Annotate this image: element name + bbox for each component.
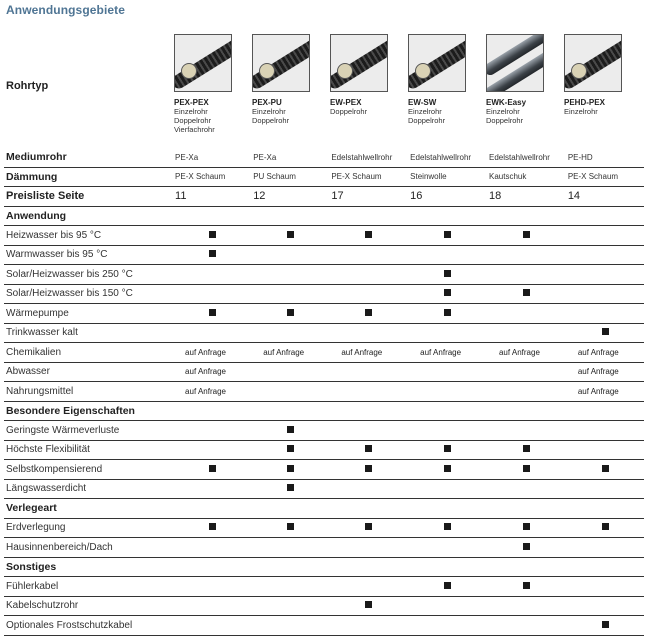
table-cell: Kautschuk (487, 167, 566, 187)
table-cell (251, 421, 329, 441)
check-square-icon (444, 465, 451, 472)
check-square-icon (365, 231, 372, 238)
table-cell (408, 265, 487, 285)
check-square-icon (444, 270, 451, 277)
row-label: Hausinnenbereich/Dach (4, 538, 173, 558)
table-cell (408, 284, 487, 304)
section-heading-row (4, 499, 644, 519)
row-label: Höchste Flexibilität (4, 440, 173, 460)
row-label: Abwasser (4, 362, 173, 382)
product-name: PEX-PEX (174, 98, 209, 107)
check-square-icon (287, 523, 294, 530)
table-cell (566, 421, 644, 441)
check-square-icon (209, 231, 216, 238)
check-square-icon (365, 601, 372, 608)
row-label: Nahrungsmittel (4, 382, 173, 402)
on-request-text: auf Anfrage (498, 347, 540, 357)
pipe-corrugated-single-image (564, 34, 622, 92)
table-row (4, 538, 644, 558)
table-cell (487, 362, 566, 382)
table-cell: PE-Xa (251, 148, 329, 167)
table-cell (566, 538, 644, 558)
table-cell (251, 343, 329, 363)
check-square-icon (287, 231, 294, 238)
check-square-icon (287, 426, 294, 433)
product-variant: Einzelrohr (174, 107, 208, 116)
table-cell (566, 226, 644, 246)
table-row (4, 362, 644, 382)
product-variant: Doppelrohr (252, 116, 290, 125)
table-cell (251, 304, 329, 324)
table-cell (251, 284, 329, 304)
product-name: EW-SW (408, 98, 437, 107)
table-cell (566, 343, 644, 363)
page-title: Anwendungsgebiete (6, 3, 126, 17)
product-column (174, 34, 248, 134)
table-cell (487, 596, 566, 616)
table-row (4, 596, 644, 616)
check-square-icon (209, 523, 216, 530)
check-square-icon (602, 328, 609, 335)
check-square-icon (444, 289, 451, 296)
table-cell: 18 (487, 187, 566, 207)
table-cell (408, 460, 487, 480)
table-row (4, 284, 644, 304)
table-cell (329, 596, 408, 616)
table-cell (329, 304, 408, 324)
on-request-text: auf Anfrage (577, 386, 619, 396)
on-request-text: auf Anfrage (263, 347, 305, 357)
table-cell (487, 226, 566, 246)
check-square-icon (444, 309, 451, 316)
table-cell (487, 577, 566, 597)
check-square-icon (444, 231, 451, 238)
table-cell (408, 343, 487, 363)
table-cell (173, 284, 251, 304)
row-label: Selbstkompensierend (4, 460, 173, 480)
rohrtyp-label: Rohrtyp (6, 80, 49, 92)
table-cell (408, 440, 487, 460)
table-cell (251, 479, 329, 499)
row-label: Dämmung (4, 167, 173, 187)
product-name: EW-PEX (330, 98, 362, 107)
table-cell: PE-HD (566, 148, 644, 167)
row-label: Längswasserdicht (4, 479, 173, 499)
pipe-corrugated-steel-image (330, 34, 388, 92)
table-cell (487, 616, 566, 636)
table-cell (173, 577, 251, 597)
table-cell: PE-Xa (173, 148, 251, 167)
table-cell (251, 596, 329, 616)
check-square-icon (523, 523, 530, 530)
product-variant: Doppelrohr (174, 116, 212, 125)
table-cell (251, 616, 329, 636)
row-label: Preisliste Seite (4, 187, 173, 207)
table-cell (487, 421, 566, 441)
table-cell (251, 440, 329, 460)
spec-row (4, 148, 644, 167)
table-cell (566, 362, 644, 382)
check-square-icon (287, 484, 294, 491)
product-name: PEX-PU (252, 98, 282, 107)
table-cell: PU Schaum (251, 167, 329, 187)
table-cell (329, 518, 408, 538)
table-cell (408, 538, 487, 558)
table-cell (566, 265, 644, 285)
table-cell (566, 518, 644, 538)
table-row (4, 440, 644, 460)
check-square-icon (602, 621, 609, 628)
table-cell: 16 (408, 187, 487, 207)
row-label: Erdverlegung (4, 518, 173, 538)
table-cell (408, 226, 487, 246)
table-cell: PE-X Schaum (173, 167, 251, 187)
check-square-icon (523, 445, 530, 452)
check-square-icon (523, 231, 530, 238)
table-cell (329, 440, 408, 460)
table-cell (487, 460, 566, 480)
table-cell (566, 304, 644, 324)
table-row (4, 382, 644, 402)
table-row (4, 577, 644, 597)
check-square-icon (209, 309, 216, 316)
product-variant: Doppelrohr (408, 116, 446, 125)
table-cell (173, 440, 251, 460)
table-row (4, 304, 644, 324)
table-cell (173, 362, 251, 382)
product-name: EWK-Easy (486, 98, 527, 107)
check-square-icon (365, 523, 372, 530)
table-row (4, 421, 644, 441)
table-cell (408, 323, 487, 343)
table-cell (329, 343, 408, 363)
table-cell (487, 518, 566, 538)
table-row (4, 479, 644, 499)
table-cell (329, 362, 408, 382)
table-cell (251, 538, 329, 558)
table-cell (408, 518, 487, 538)
table-cell (566, 323, 644, 343)
table-cell (173, 460, 251, 480)
row-label: Optionales Frostschutzkabel (4, 616, 173, 636)
table-row (4, 616, 644, 636)
table-cell (251, 362, 329, 382)
table-cell (408, 362, 487, 382)
product-column (564, 34, 638, 116)
section-heading-row (4, 557, 644, 577)
check-square-icon (209, 250, 216, 257)
section-heading-row (4, 206, 644, 226)
check-square-icon (444, 582, 451, 589)
row-label: Fühlerkabel (4, 577, 173, 597)
pipe-corrugated-wool-image (408, 34, 466, 92)
table-row (4, 323, 644, 343)
table-row (4, 265, 644, 285)
product-column (486, 34, 560, 125)
table-cell (487, 382, 566, 402)
product-name: PEHD-PEX (564, 98, 605, 107)
row-label: Solar/Heizwasser bis 150 °C (4, 284, 173, 304)
on-request-text: auf Anfrage (577, 347, 619, 357)
pipe-corrugated-two-cores-image (174, 34, 232, 92)
check-square-icon (444, 445, 451, 452)
row-label: Kabelschutzrohr (4, 596, 173, 616)
product-variant: Einzelrohr (252, 107, 286, 116)
table-cell (329, 323, 408, 343)
table-cell (329, 421, 408, 441)
on-request-text: auf Anfrage (420, 347, 462, 357)
table-cell (251, 323, 329, 343)
table-row (4, 343, 644, 363)
table-cell (329, 460, 408, 480)
check-square-icon (209, 465, 216, 472)
table-cell (566, 382, 644, 402)
table-row (4, 460, 644, 480)
row-label: Wärmepumpe (4, 304, 173, 324)
table-cell (487, 245, 566, 265)
table-cell (566, 460, 644, 480)
section-title: Sonstiges (4, 557, 644, 577)
section-heading-row (4, 401, 644, 421)
product-variant: Vierfachrohr (174, 125, 215, 134)
table-cell (173, 245, 251, 265)
table-cell (408, 382, 487, 402)
section-title: Besondere Eigenschaften (4, 401, 644, 421)
row-label: Heizwasser bis 95 °C (4, 226, 173, 246)
table-cell (329, 479, 408, 499)
table-cell (173, 265, 251, 285)
table-cell: 12 (251, 187, 329, 207)
table-cell (329, 538, 408, 558)
table-cell (173, 616, 251, 636)
table-cell: PE-X Schaum (329, 167, 408, 187)
table-cell (173, 518, 251, 538)
table-cell (329, 265, 408, 285)
table-cell (251, 460, 329, 480)
check-square-icon (365, 445, 372, 452)
table-cell (251, 382, 329, 402)
table-cell (251, 577, 329, 597)
table-cell (329, 245, 408, 265)
table-cell (408, 479, 487, 499)
table-cell (408, 577, 487, 597)
table-cell (566, 577, 644, 597)
table-cell (173, 343, 251, 363)
on-request-text: auf Anfrage (341, 347, 383, 357)
row-label: Chemikalien (4, 343, 173, 363)
table-cell (408, 245, 487, 265)
table-row (4, 518, 644, 538)
table-cell (251, 226, 329, 246)
table-cell (487, 323, 566, 343)
table-cell (408, 616, 487, 636)
table-cell (408, 304, 487, 324)
product-column (252, 34, 326, 125)
check-square-icon (602, 523, 609, 530)
table-cell: Edelstahlwellrohr (329, 148, 408, 167)
table-cell (408, 421, 487, 441)
table-cell (566, 245, 644, 265)
table-cell (329, 284, 408, 304)
table-cell: Edelstahlwellrohr (408, 148, 487, 167)
check-square-icon (365, 309, 372, 316)
row-label: Trinkwasser kalt (4, 323, 173, 343)
on-request-text: auf Anfrage (185, 386, 226, 396)
product-column (330, 34, 404, 116)
table-cell (173, 304, 251, 324)
pipe-smooth-double-image (486, 34, 544, 92)
spec-row (4, 167, 644, 187)
table-cell (251, 518, 329, 538)
check-square-icon (523, 465, 530, 472)
check-square-icon (602, 465, 609, 472)
table-cell (173, 596, 251, 616)
table-cell (173, 479, 251, 499)
table-row (4, 226, 644, 246)
table-cell (173, 421, 251, 441)
product-variant: Doppelrohr (330, 107, 368, 116)
table-cell: Edelstahlwellrohr (487, 148, 566, 167)
on-request-text: auf Anfrage (185, 347, 226, 357)
table-cell: 17 (329, 187, 408, 207)
table-cell (173, 382, 251, 402)
table-cell (487, 538, 566, 558)
comparison-table (4, 148, 644, 636)
check-square-icon (287, 445, 294, 452)
table-cell (566, 479, 644, 499)
table-cell (487, 284, 566, 304)
section-title: Verlegeart (4, 499, 644, 519)
table-cell: PE-X Schaum (566, 167, 644, 187)
table-cell (487, 479, 566, 499)
table-cell: 11 (173, 187, 251, 207)
row-label: Solar/Heizwasser bis 250 °C (4, 265, 173, 285)
check-square-icon (287, 465, 294, 472)
table-cell (173, 538, 251, 558)
table-cell (251, 265, 329, 285)
check-square-icon (287, 309, 294, 316)
table-cell (487, 440, 566, 460)
on-request-text: auf Anfrage (185, 367, 226, 377)
table-cell (329, 616, 408, 636)
table-cell (251, 245, 329, 265)
table-cell (329, 382, 408, 402)
table-row (4, 245, 644, 265)
table-cell (173, 323, 251, 343)
row-label: Warmwasser bis 95 °C (4, 245, 173, 265)
product-variant: Doppelrohr (486, 116, 524, 125)
table-cell (173, 226, 251, 246)
table-cell (408, 596, 487, 616)
check-square-icon (523, 543, 530, 550)
table-cell (329, 577, 408, 597)
check-square-icon (523, 582, 530, 589)
product-variant: Einzelrohr (486, 107, 520, 116)
check-square-icon (365, 465, 372, 472)
table-cell (487, 343, 566, 363)
table-cell (566, 440, 644, 460)
table-cell (566, 284, 644, 304)
on-request-text: auf Anfrage (577, 367, 619, 377)
price-row (4, 187, 644, 207)
product-variant: Einzelrohr (408, 107, 442, 116)
check-square-icon (444, 523, 451, 530)
row-label: Mediumrohr (4, 148, 173, 167)
table-cell (329, 226, 408, 246)
table-cell (487, 265, 566, 285)
product-column (408, 34, 482, 125)
table-cell (487, 304, 566, 324)
product-variant: Einzelrohr (564, 107, 598, 116)
section-title: Anwendung (4, 206, 644, 226)
table-cell: Steinwolle (408, 167, 487, 187)
check-square-icon (523, 289, 530, 296)
pipe-corrugated-foam-image (252, 34, 310, 92)
row-label: Geringste Wärmeverluste (4, 421, 173, 441)
table-cell (566, 596, 644, 616)
table-cell (566, 616, 644, 636)
table-cell: 14 (566, 187, 644, 207)
